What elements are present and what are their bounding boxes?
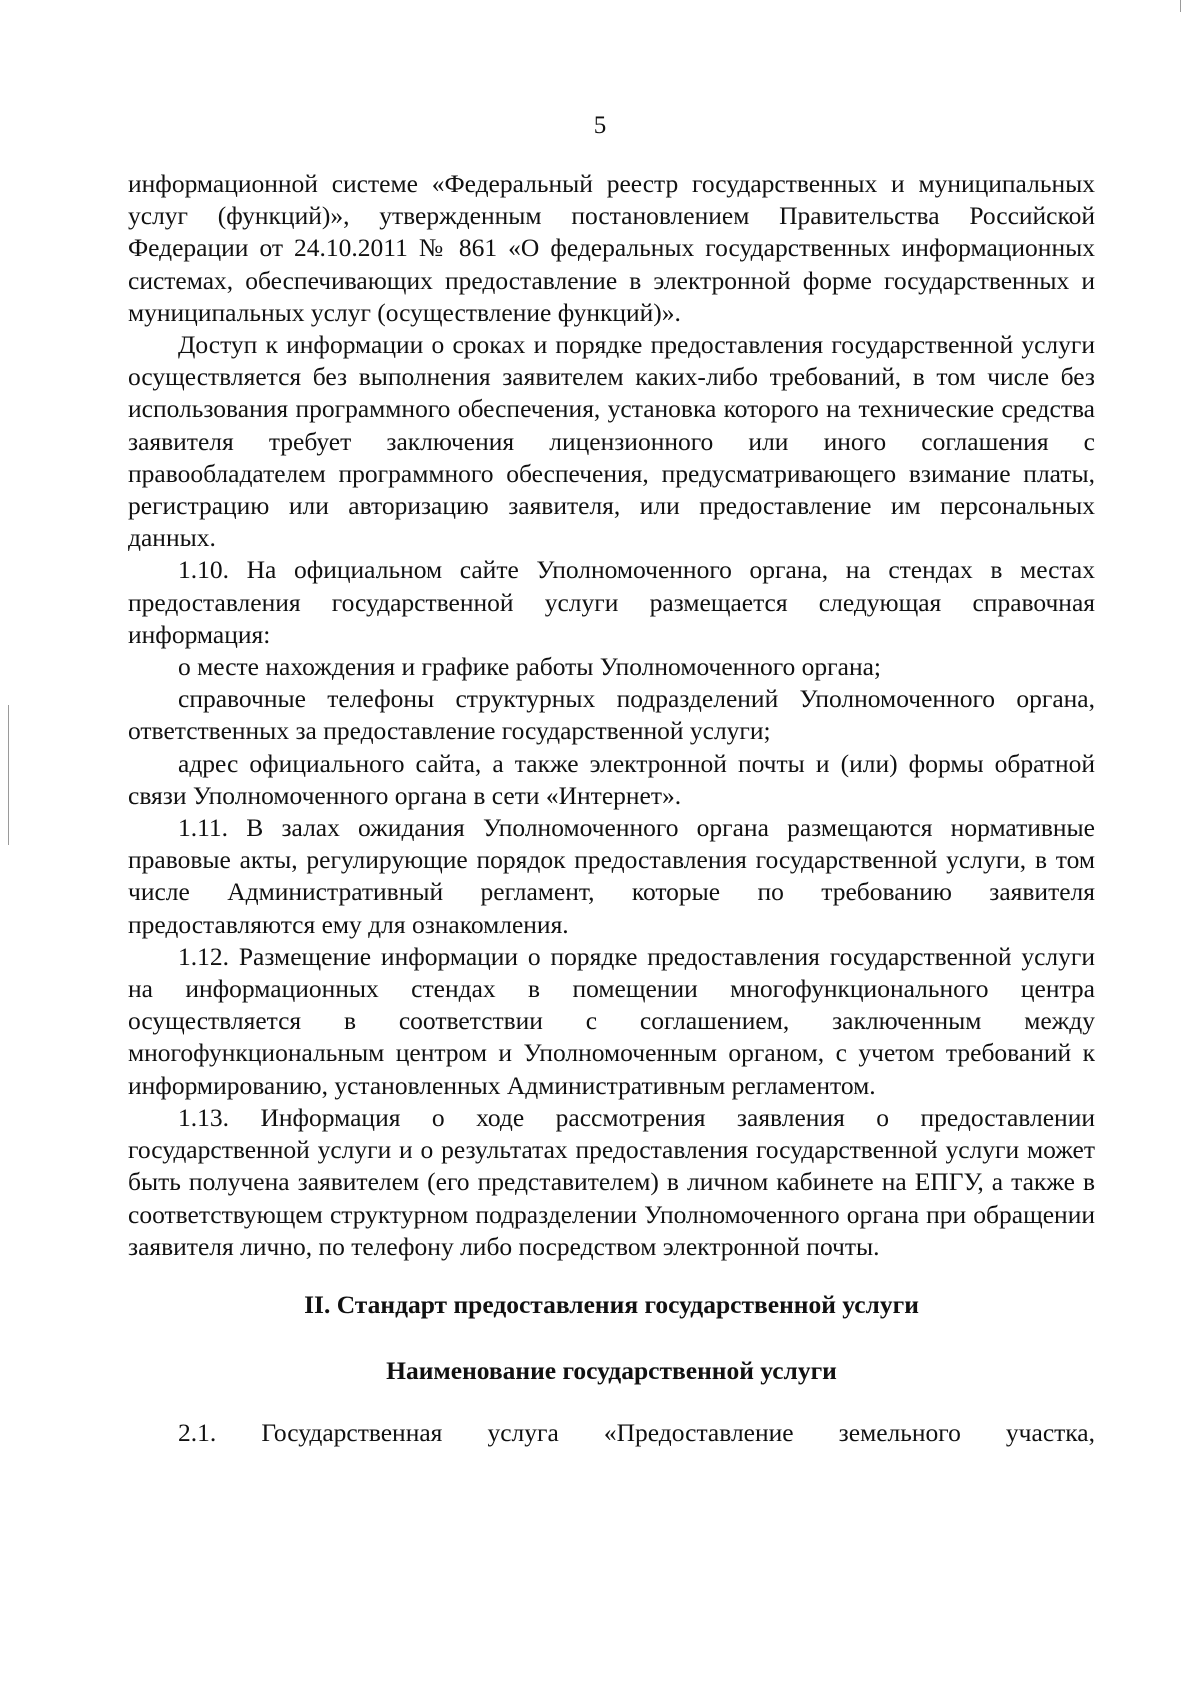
paragraph-1-11: 1.11. В залах ожидания Уполномоченного органа размещаются нормативные правовые акты, регулирующие порядок предоставления государственной услуги, в том числе Административный регламент, которые по требованию заявителя предоставляются ему для ознакомления. (128, 813, 1095, 939)
paragraph-access-info: Доступ к информации о сроках и порядке предоставления государственной услуги осуществляется без выполнения заявителем каких-либо требований, в том числе без использования программного обеспечения, установка которого на технические средства заявителя требует заключения лицензионного или иного соглашения с правообладателем программного обеспечения, предусматривающего взимание платы, регистрацию или авторизацию заявителя, или предоставление им персональных данных. (128, 330, 1095, 553)
paragraph-1-13: 1.13. Информация о ходе рассмотрения заявления о предоставлении государственной услуги и о результатах предоставления государственной услуги может быть получена заявителем (его представителем) в личном кабинете на ЕПГУ, а также в соответствующем структурном подразделении Уполномоченного органа при обращении заявителя лично, по телефону либо посредством электронной почты. (128, 1102, 1095, 1261)
page-number: 5 (593, 112, 607, 139)
paragraph-1-12: 1.12. Размещение информации о порядке предоставления государственной услуги на информационных стендах в помещении многофункционального центра осуществляется в соответствии с соглашением, заключенным между многофункциональным центром и Уполномоченным органом, с учетом требований к информированию, установленных Административным регламентом. (128, 941, 1095, 1100)
scan-artifact-top-right (1180, 0, 1181, 12)
subsection-heading: Наименование государственной услуги (386, 1356, 837, 1386)
paragraph-continuation: информационной системе «Федеральный реестр государственных и муниципальных услуг (функций)», утвержденным постановлением Правительства Российской Федерации от 24.10.2011 № 861 «О федеральных государственных информационных системах, обеспечивающих предоставление в электронной форме государственных и муниципальных услуг (осуществление функций)». (128, 169, 1095, 327)
paragraph-2-1: 2.1. Государственная услуга «Предоставление земельного участка, (178, 1418, 1095, 1448)
paragraph-1-10: 1.10. На официальном сайте Уполномоченного органа, на стендах в местах предоставления государственной услуги размещается следующая справочная информация: (128, 555, 1095, 649)
paragraph-website: адрес официального сайта, а также электронной почты и (или) формы обратной связи Уполномоченного органа в сети «Интернет». (128, 748, 1095, 810)
document-body (128, 168, 1095, 1450)
paragraph-phones: справочные телефоны структурных подразделений Уполномоченного органа, ответственных за предоставление государственной услуги; (128, 684, 1095, 746)
scan-artifact-left-edge (8, 705, 9, 845)
paragraph-location: о месте нахождения и графике работы Уполномоченного органа; (178, 652, 882, 682)
section-heading: II. Стандарт предоставления государственной услуги (304, 1289, 919, 1319)
